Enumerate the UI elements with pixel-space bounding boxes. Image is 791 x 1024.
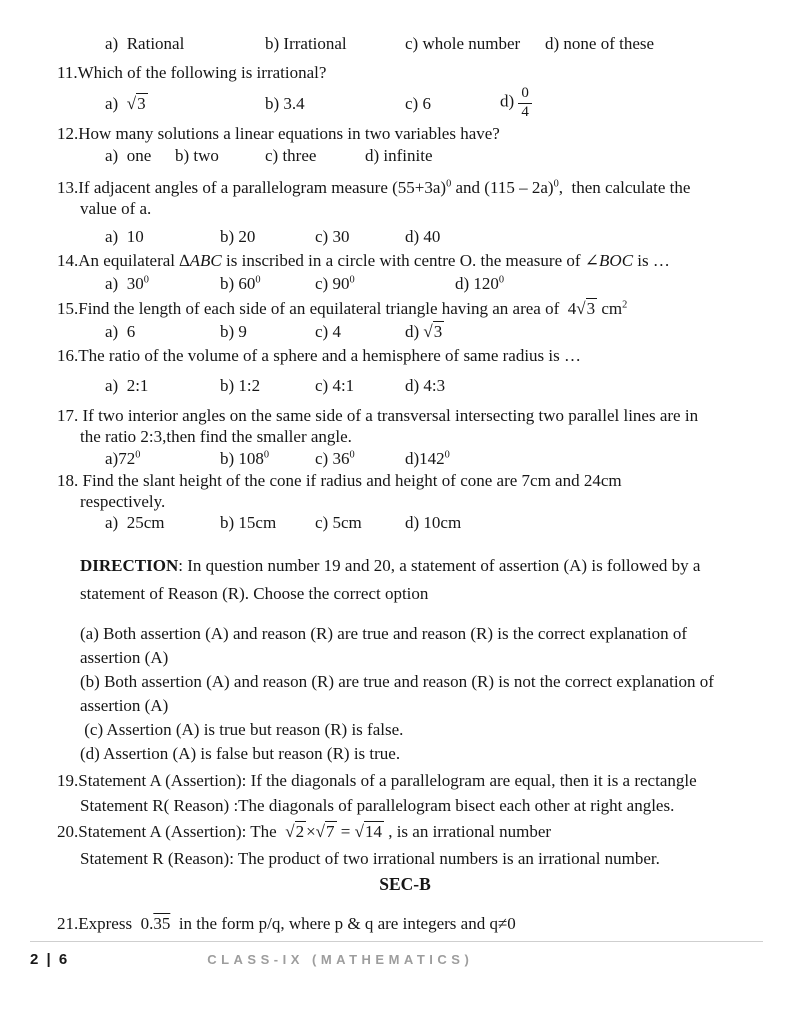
overline-text: 35 bbox=[153, 914, 171, 933]
superscript: 0 bbox=[446, 178, 452, 190]
question-17-line1: 17. If two interior angles on the same side of a transversal intersecting two parallel lines are in bbox=[57, 406, 699, 425]
italic-math-text: ∠BOC bbox=[584, 251, 634, 270]
question-17-line2: the ratio 2:3,then find the smaller angle. bbox=[80, 427, 352, 446]
direction-paragraph: DIRECTION: In question number 19 and 20, a statement of assertion (A) is followed by a statement of Reason (R). Choose the correct option bbox=[80, 556, 705, 603]
question-16-options-row bbox=[57, 375, 753, 396]
q11-option-b: b) 3.4 bbox=[265, 93, 305, 113]
q14-option-d: d) $120^0$ bbox=[455, 274, 505, 293]
sqrt-radical: √3 bbox=[126, 93, 146, 113]
q17-option-b: b) $108^0$ bbox=[220, 449, 270, 468]
q16-option-c: c) 4:1 bbox=[315, 376, 355, 395]
fraction: $\frac{0}{4}$ bbox=[518, 85, 532, 121]
superscript: 0 bbox=[498, 274, 505, 286]
question-20-assertion: 20.Statement A (Assertion): The √2 ×√7 = √14 , is an irrational number bbox=[57, 822, 552, 841]
question-18-options-row bbox=[57, 512, 753, 533]
q15-option-d: d) √3 bbox=[405, 322, 443, 341]
superscript: 0 bbox=[444, 449, 450, 461]
q17-option-a: $a)72^0$ bbox=[105, 449, 141, 468]
page-footer bbox=[30, 941, 763, 968]
sqrt-radical: √7 bbox=[315, 822, 335, 841]
sqrt-radical: √14 bbox=[354, 822, 382, 841]
q18-option-a: a) 25cm bbox=[105, 513, 165, 532]
q12-option-c: c) three bbox=[265, 146, 317, 165]
q13-option-d: d) 40 bbox=[405, 227, 441, 246]
q18-option-b: b) 15cm bbox=[220, 513, 277, 532]
question-11-text: 11.Which of the following is irrational? bbox=[57, 63, 327, 82]
question-18-text bbox=[57, 470, 753, 512]
italic-math-text: ∆ABC bbox=[179, 251, 222, 270]
q17-option-d: $d)142^0$ bbox=[405, 449, 450, 468]
question-17-options-row bbox=[57, 448, 753, 469]
superscript: 0 bbox=[143, 274, 149, 286]
q17-option-c: c) $36^0$ bbox=[315, 449, 355, 468]
question-19-reason: Statement R( Reason) :The diagonals of parallelogram bisect each other at right angles. bbox=[80, 796, 675, 815]
assertion-option-c: (c) Assertion (A) is true but reason (R) is false. bbox=[80, 720, 404, 739]
question-14-text: 14.An equilateral ∆ABC is inscribed in a circle with centre O. the measure of ∠BOC is … bbox=[57, 251, 670, 270]
superscript: 2 bbox=[622, 299, 628, 311]
assertion-option-a: (a) Both assertion (A) and reason (R) are true and reason (R) is the correct explanation of assertion (A) bbox=[80, 624, 692, 667]
assertion-option-d: (d) Assertion (A) is false but reason (R) is true. bbox=[80, 744, 401, 763]
superscript: 0 bbox=[255, 274, 261, 286]
q14-option-a: a) $30^0$ bbox=[105, 274, 149, 293]
q14-option-c: c) $90^0$ bbox=[315, 274, 355, 293]
q18-option-c: c) 5cm bbox=[315, 513, 362, 532]
q10-option-c: c) whole number bbox=[405, 34, 521, 53]
page-number: 2 | 6 bbox=[30, 951, 70, 968]
q13-option-b: b) 20 bbox=[220, 227, 256, 246]
question-19-assertion: 19.Statement A (Assertion): If the diagonals of a parallelogram are equal, then it is a rectangle bbox=[57, 771, 697, 790]
question-20-text bbox=[57, 818, 753, 871]
q16-option-b: b) 1:2 bbox=[220, 376, 261, 395]
superscript: 0 bbox=[135, 449, 141, 461]
question-10-options-row bbox=[57, 33, 753, 54]
q13-option-a: a) 10 bbox=[105, 227, 144, 246]
q12-option-b: b) two bbox=[175, 146, 219, 165]
q10-option-a: a) Rational bbox=[105, 34, 185, 53]
question-12-options-row bbox=[57, 145, 753, 166]
question-17-text bbox=[57, 405, 753, 447]
question-15-options-row bbox=[57, 321, 753, 343]
question-13-line1: 13.If adjacent angles of a parallelogram measure $(55+3a)^0$ and (115 – 2a)$^0$, then calculate the bbox=[57, 178, 691, 197]
question-14-options-row bbox=[57, 273, 753, 295]
superscript: 0 bbox=[349, 449, 355, 461]
q10-option-d: d) none of these bbox=[545, 34, 655, 53]
q16-option-a: a) 2:1 bbox=[105, 376, 149, 395]
sqrt-radical: √2 bbox=[285, 822, 305, 841]
question-13-text bbox=[57, 177, 753, 219]
q12-option-a: a) one bbox=[105, 146, 152, 165]
course-label: CLASS-IX (MATHEMATICS) bbox=[207, 952, 474, 967]
question-19-text bbox=[57, 768, 753, 818]
q10-option-b: b) Irrational bbox=[265, 34, 347, 53]
question-21-text: 21.Express 0.35 in the form p/q, where p & q are integers and q≠0 bbox=[57, 914, 516, 933]
question-18-line2: respectively. bbox=[80, 492, 166, 511]
sqrt-radical: √3 bbox=[576, 299, 596, 318]
question-20-reason: Statement R (Reason): The product of two irrational numbers is an irrational number. bbox=[80, 849, 660, 868]
question-16-text: 16.The ratio of the volume of a sphere and a hemisphere of same radius is … bbox=[57, 346, 582, 365]
q16-option-d: d) 4:3 bbox=[405, 376, 446, 395]
sqrt-radical: √3 bbox=[423, 322, 443, 341]
q15-option-c: c) 4 bbox=[315, 322, 341, 341]
superscript: 0 bbox=[553, 178, 559, 190]
question-12-text: 12.How many solutions a linear equations in two variables have? bbox=[57, 124, 500, 143]
q11-option-c: c) 6 bbox=[405, 93, 431, 113]
question-13-options-row bbox=[57, 226, 753, 247]
superscript: 0 bbox=[349, 274, 355, 286]
question-11-options-row bbox=[57, 85, 753, 121]
q14-option-b: b) $60^0$ bbox=[220, 274, 261, 293]
question-15-text: 15.Find the length of each side of an equilateral triangle having an area of 4√3 $cm^2$ bbox=[57, 299, 628, 318]
question-13-line2: value of a. bbox=[80, 199, 152, 218]
q15-option-a: a) 6 bbox=[105, 322, 136, 341]
bold-text: DIRECTION bbox=[80, 556, 179, 575]
q18-option-d: d) 10cm bbox=[405, 513, 462, 532]
assertion-option-b: (b) Both assertion (A) and reason (R) are true and reason (R) is not the correct explanation of assertion (A) bbox=[80, 672, 719, 715]
q12-option-d: d) infinite bbox=[365, 146, 433, 165]
section-b-heading: SEC-B bbox=[379, 874, 431, 894]
superscript: 0 bbox=[263, 449, 270, 461]
question-18-line1: 18. Find the slant height of the cone if radius and height of cone are 7cm and 24cm bbox=[57, 471, 622, 490]
q13-option-c: c) 30 bbox=[315, 227, 350, 246]
q11-option-a: a) √3 bbox=[105, 93, 146, 113]
q15-option-b: b) 9 bbox=[220, 322, 247, 341]
q11-option-d: d) $\frac{0}{4}$ bbox=[500, 85, 532, 121]
